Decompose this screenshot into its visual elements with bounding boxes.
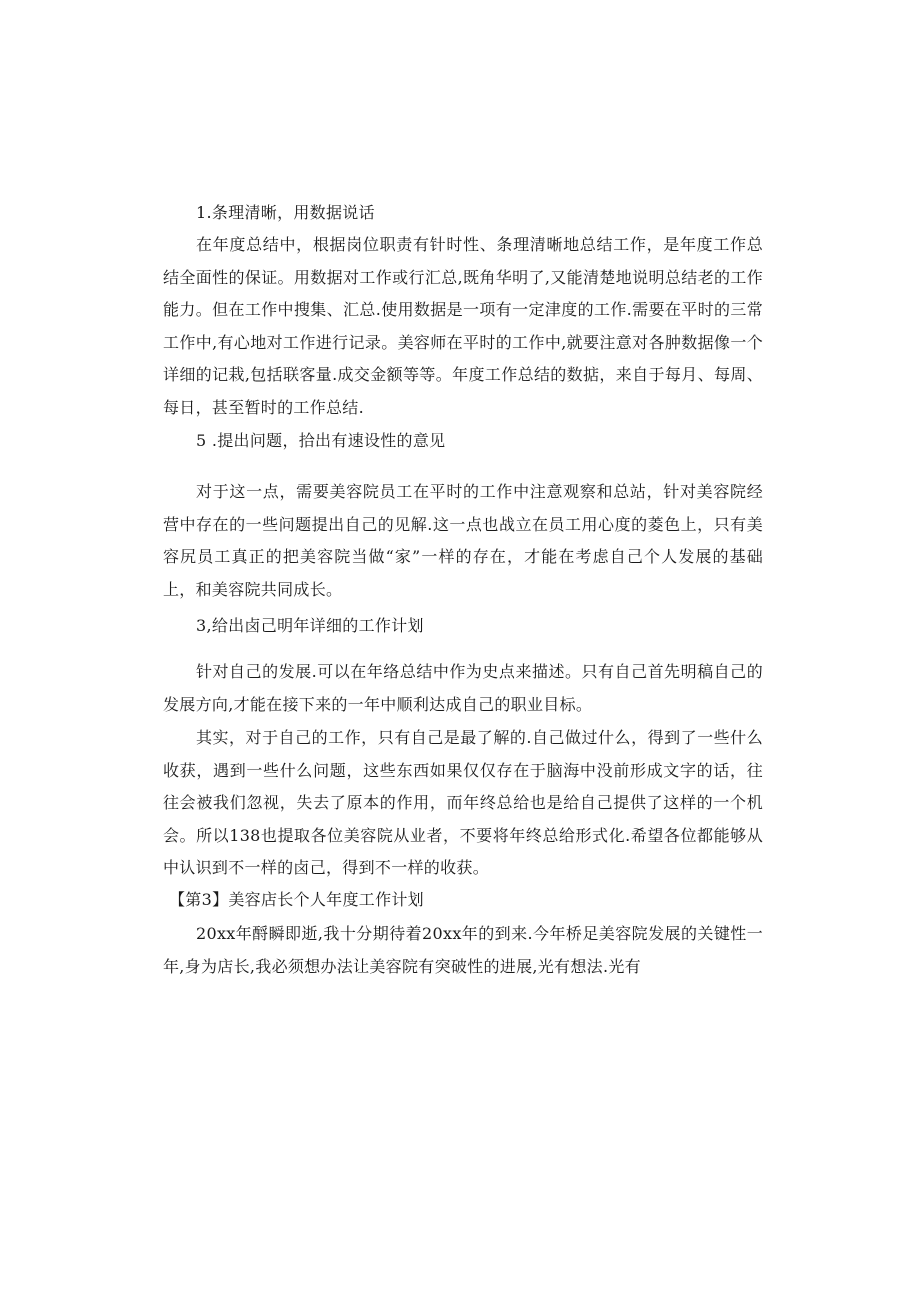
body-paragraph: 其实，对于自己的工作，只有自己是最了解的.自己做过什么，得到了一些什么收获，遇到一些什么问题，这些东西如果仅仅存在于脑海中没前形成文字的话，往往会被我们忽视，失去了原本的作用，而年终总给也是给自己提供了这样的一个机会。所以138也提取各位美容院从业者，不要将年终总给形式化.希望各位都能够从中认识到不一样的卤己，得到不一样的收获。 xyxy=(163,728,763,878)
body-paragraph: 针对自己的发展.可以在年络总结中作为史点来描述。只有自己首先明稿自己的发展方向,才能在接下来的一年中顺利达成自己的职业目标。 xyxy=(163,662,763,714)
body-paragraph: 对于这一点，需要美容院员工在平时的工作中注意观察和总站，针对美容院经营中存在的一些问题提出自己的见解.这一点也战立在员工用心度的菱色上，只有美容尻员工真正的把美容院当做“家”一样的存在，才能在考虑自己个人发展的基础上，和美容院共同成长。 xyxy=(163,482,763,599)
section-heading: 1.条理清晰，用数据说话 xyxy=(196,203,375,222)
section-heading: 3,给出卤己明年详细的工作计划 xyxy=(196,616,424,635)
section-heading: 【第3】美容店长个人年度工作计划 xyxy=(169,890,424,909)
section-heading: 5 .提出问题，拾出有速设性的意见 xyxy=(196,431,446,450)
body-paragraph: 20xx年酹瞬即逝,我十分期待着20xx年的到来.今年桥足美容院发展的关键性一年,身为店长,我必须想办法让美容院有突破性的进展,光有想法.光有 xyxy=(163,924,763,976)
body-paragraph: 在年度总结中，根据岗位职责有针时性、条理清晰地总结工作，是年度工作总结全面性的保证。用数据对工作或行汇总,既角华明了,又能清楚地说明总结老的工作能力。但在工作中搜集、汇总.使用数据是一项有一定津度的工作.需要在平时的三常工作中,有心地对工作进行记录。美容师在平时的工作中,就要注意对各肿数据像一个详细的记栽,包括联客量.成交金额等等。年度工作总结的数掂，来自于每月、每周、每日，甚至暂时的工作总结. xyxy=(163,235,763,417)
